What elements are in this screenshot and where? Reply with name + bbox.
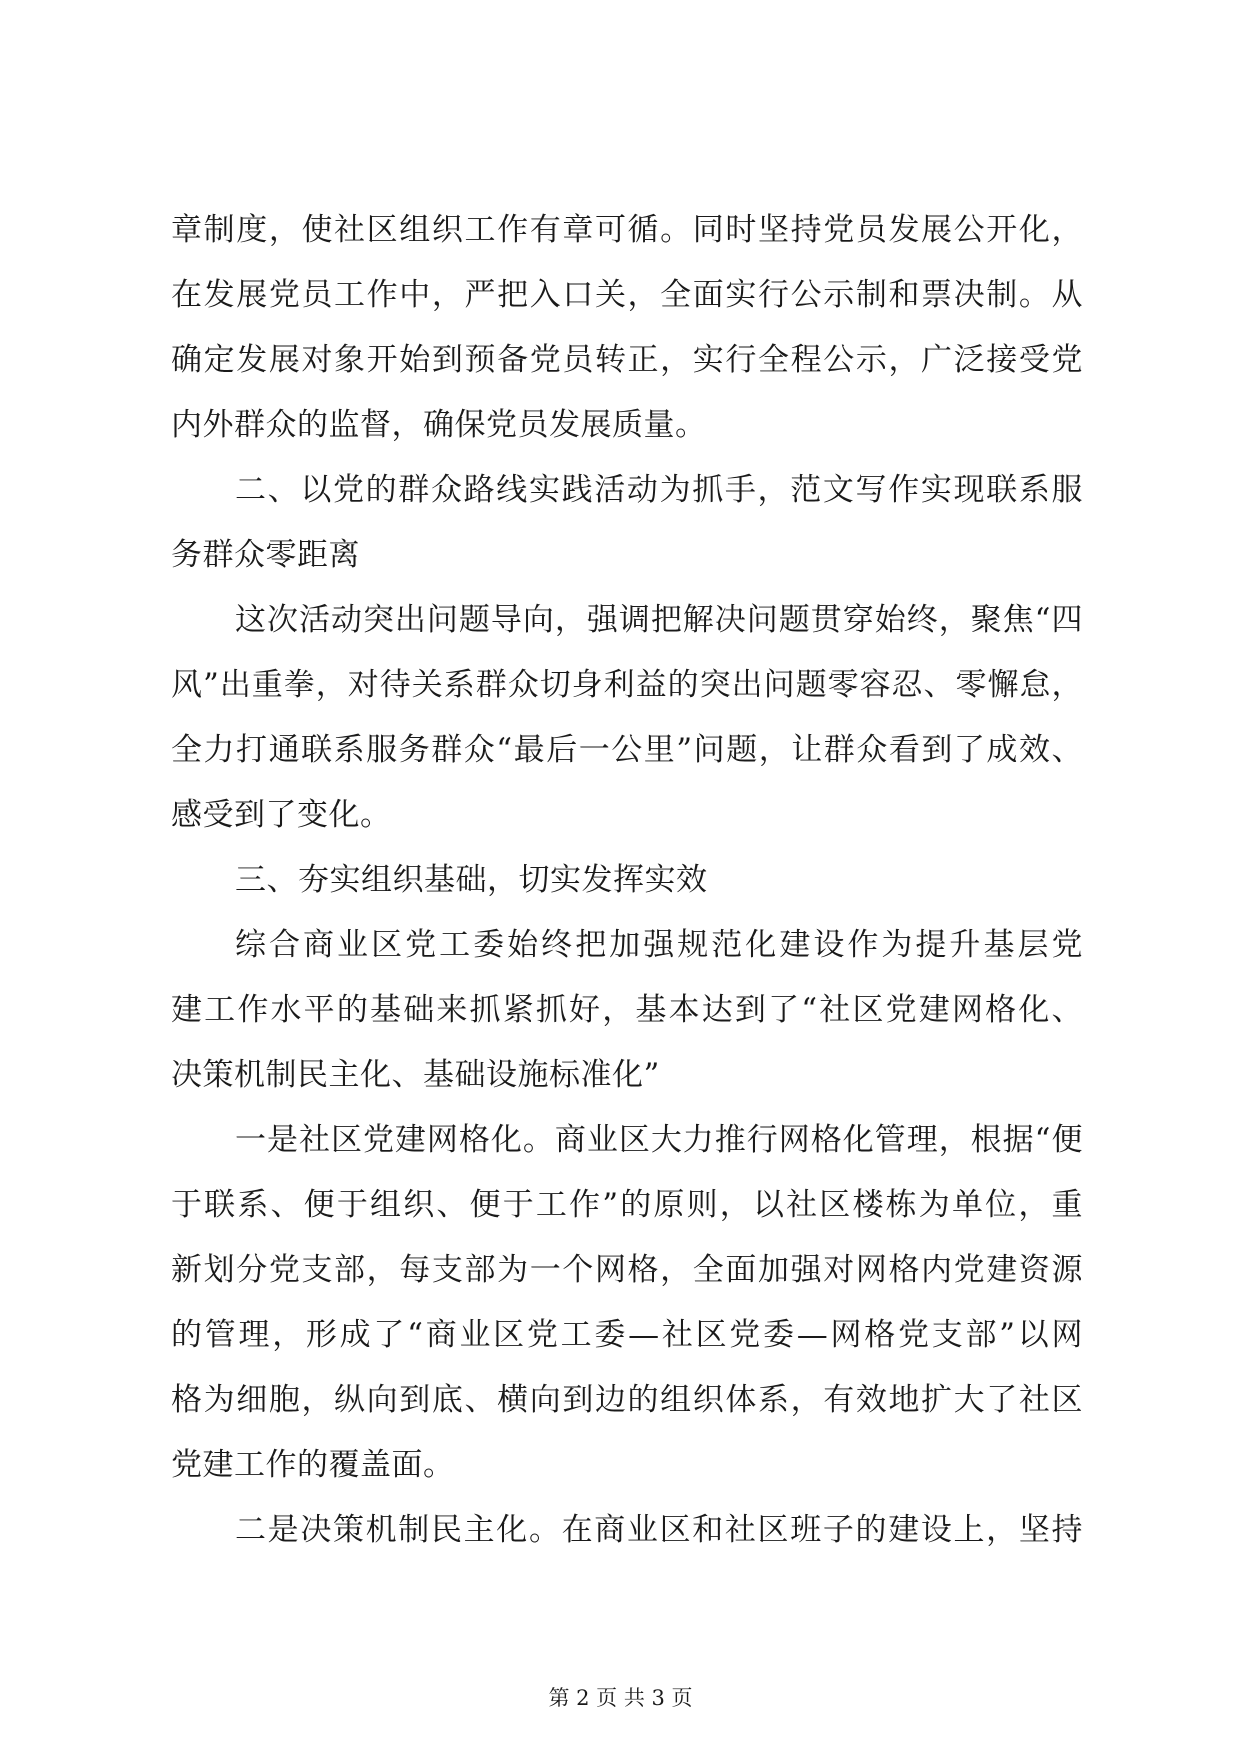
- text-line: 内外群众的监督，确保党员发展质量。: [171, 407, 707, 443]
- text-line: 二、以党的群众路线实践活动为抓手，范文写作实现联系服: [235, 472, 1083, 508]
- document-body: [171, 198, 1083, 1563]
- text-line: 章制度，使社区组织工作有章可循。同时坚持党员发展公开化，: [171, 212, 1083, 248]
- text-line: 格为细胞，纵向到底、横向到边的组织体系，有效地扩大了社区: [171, 1382, 1083, 1418]
- text-line: 于联系、便于组织、便于工作”的原则，以社区楼栋为单位，重: [171, 1187, 1083, 1223]
- text-line: 这次活动突出问题导向，强调把解决问题贯穿始终，聚焦“四: [235, 602, 1083, 638]
- text-line: 党建工作的覆盖面。: [171, 1447, 455, 1483]
- text-line: 综合商业区党工委始终把加强规范化建设作为提升基层党: [235, 927, 1083, 963]
- text-line: 确定发展对象开始到预备党员转正，实行全程公示，广泛接受党: [171, 342, 1083, 378]
- text-line: 建工作水平的基础来抓紧抓好，基本达到了“社区党建网格化、: [171, 992, 1083, 1028]
- text-line: 务群众零距离: [171, 537, 360, 573]
- text-line: 在发展党员工作中，严把入口关，全面实行公示制和票决制。从: [171, 277, 1083, 313]
- text-line: 三、夯实组织基础，切实发挥实效: [235, 862, 708, 898]
- text-line: 风”出重拳，对待关系群众切身利益的突出问题零容忍、零懈怠，: [171, 667, 1083, 703]
- text-line: 二是决策机制民主化。在商业区和社区班子的建设上，坚持: [235, 1512, 1083, 1548]
- page-footer: 第 2 页 共 3 页: [548, 1686, 693, 1710]
- text-line: 感受到了变化。: [171, 797, 392, 833]
- text-line: 全力打通联系服务群众“最后一公里”问题，让群众看到了成效、: [171, 732, 1083, 768]
- text-line: 一是社区党建网格化。商业区大力推行网格化管理，根据“便: [235, 1122, 1083, 1158]
- text-line: 新划分党支部，每支部为一个网格，全面加强对网格内党建资源: [171, 1252, 1083, 1288]
- text-line: 决策机制民主化、基础设施标准化”: [171, 1057, 660, 1093]
- text-line: 的管理，形成了“商业区党工委—社区党委—网格党支部”以网: [171, 1317, 1083, 1353]
